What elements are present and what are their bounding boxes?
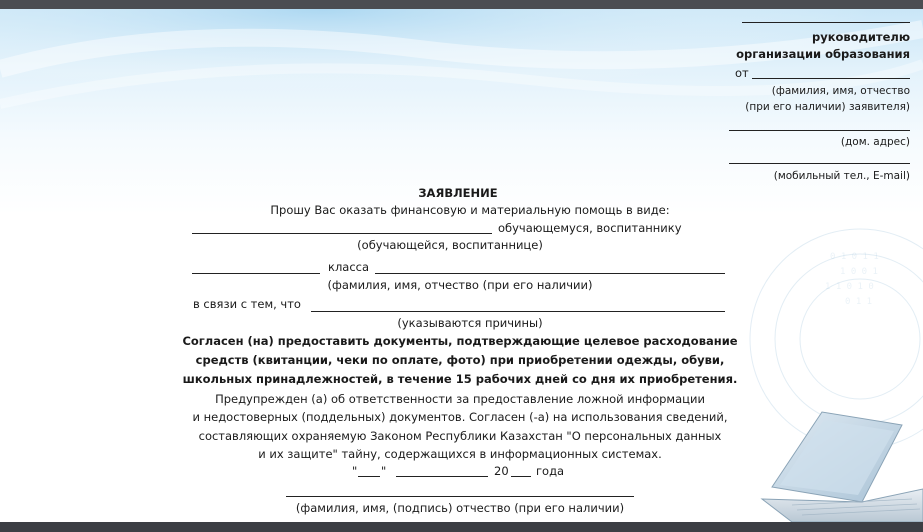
- signature-hint: (фамилия, имя, (подпись) отчество (при его наличии): [295, 501, 625, 515]
- document-slide: [0, 9, 923, 522]
- warning-line3: составляющих охраняемую Законом Республики Казахстан "О персональных данных: [198, 429, 722, 443]
- date-year-suffix: года: [536, 464, 565, 478]
- class-label: класса: [328, 260, 370, 274]
- recipient-title-line: [742, 22, 910, 23]
- svg-text:1 1 0 1 0: 1 1 0 1 0: [825, 282, 874, 292]
- fio-hint-line2: (при его наличии) заявителя): [745, 101, 910, 113]
- from-name-line: [752, 78, 910, 79]
- student-name-line: [375, 273, 725, 274]
- svg-text:0 1 1: 0 1 1: [845, 297, 873, 307]
- class-number-line: [192, 273, 320, 274]
- warning-line1: Предупрежден (а) об ответственности за предоставление ложной информации: [215, 392, 705, 406]
- date-year-line: [511, 476, 531, 477]
- warning-line4: и их защите" тайну, содержащихся в информационных системах.: [258, 447, 662, 461]
- recipient-line2: организации образования: [736, 47, 910, 61]
- date-month-line: [396, 476, 488, 477]
- bottom-bar: [0, 522, 923, 532]
- address-line: [729, 130, 910, 131]
- contact-line: [729, 163, 910, 164]
- date-year-prefix: 20: [494, 464, 509, 478]
- laptop-icon: [752, 407, 923, 522]
- contact-hint: (мобильный тел., E-mail): [773, 170, 910, 182]
- consent-line1: Согласен (на) предоставить документы, подтверждающие целевое расходование: [182, 334, 738, 348]
- svg-text:0 1 0 1 1: 0 1 0 1 1: [830, 252, 879, 262]
- document-title: ЗАЯВЛЕНИЕ: [418, 186, 498, 200]
- from-label: от: [735, 66, 749, 80]
- consent-line2: средств (квитанции, чеки по оплате, фото) при приобретении одежды, обуви,: [195, 353, 725, 367]
- date-quote-open: ": [352, 464, 358, 478]
- address-hint: (дом. адрес): [840, 136, 910, 148]
- reason-label: в связи с тем, что: [193, 297, 301, 311]
- date-quote-close: ": [381, 464, 387, 478]
- top-bar: [0, 0, 923, 9]
- signature-line: [286, 496, 634, 497]
- fio-hint-line1: (фамилия, имя, отчество: [771, 85, 910, 97]
- consent-line3: школьных принадлежностей, в течение 15 рабочих дней со дня их приобретения.: [182, 372, 738, 386]
- student-hint: (обучающейся, воспитаннице): [357, 238, 543, 252]
- warning-line2: и недостоверных (поддельных) документов. Согласен (-а) на использования сведений,: [192, 410, 728, 424]
- recipient-line1: руководителю: [811, 30, 910, 44]
- reason-hint: (указываются причины): [397, 316, 543, 330]
- date-day-line: [358, 476, 380, 477]
- student-label: обучающемуся, воспитаннику: [498, 221, 682, 235]
- svg-text:1 0 0 1: 1 0 0 1: [840, 267, 878, 277]
- aid-type-line: [192, 233, 492, 234]
- reason-line: [311, 311, 725, 312]
- request-line: Прошу Вас оказать финансовую и материальную помощь в виде:: [270, 203, 670, 217]
- name-hint: (фамилия, имя, отчество (при его наличии): [327, 278, 593, 292]
